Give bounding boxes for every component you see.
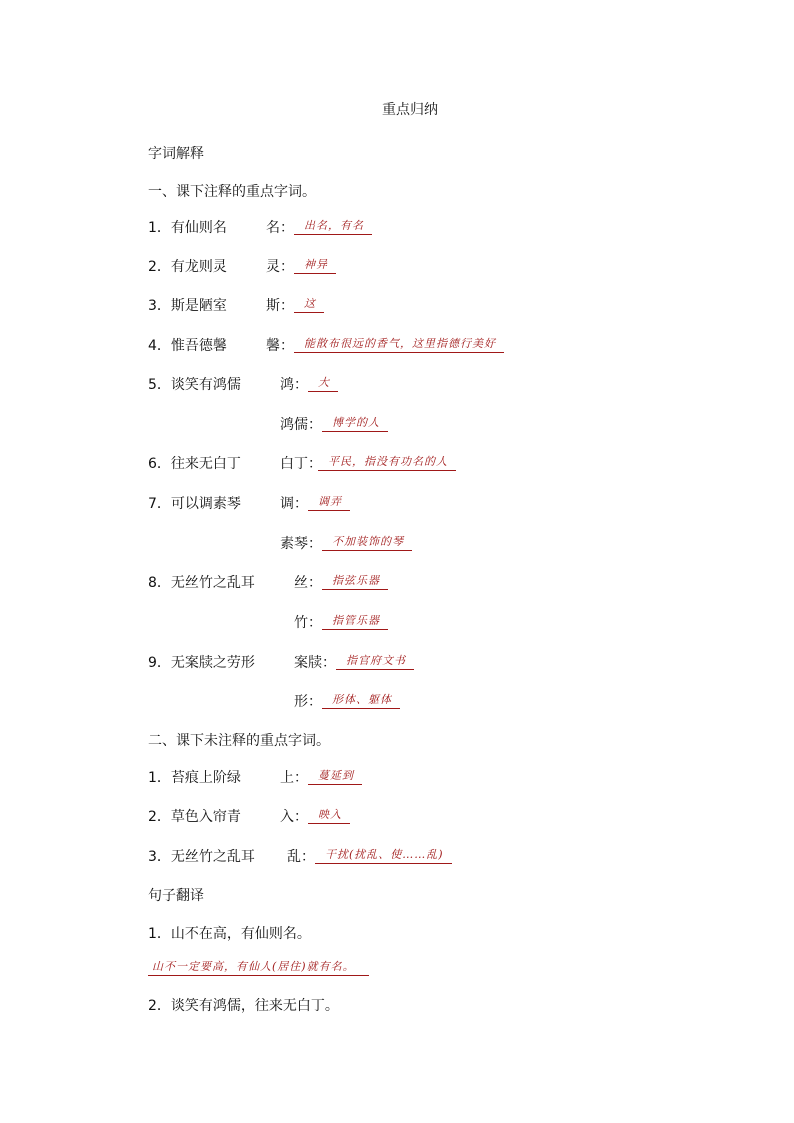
term-label: 入： <box>280 809 308 825</box>
answer-text: 大 <box>308 376 338 392</box>
answer-text: 能散布很远的香气，这里指德行美好 <box>294 337 504 353</box>
section-heading-sentences: 句子翻译 <box>148 888 204 904</box>
list-item-label: 4．惟吾德馨 <box>148 338 227 354</box>
part2-heading: 二、课下未注释的重点字词。 <box>148 733 330 749</box>
answer-text: 形体、躯体 <box>322 693 400 709</box>
answer-text: 映入 <box>308 808 350 824</box>
page-title: 重点归纳 <box>382 102 438 118</box>
term-label: 馨： <box>266 338 294 354</box>
answer-text: 干扰(扰乱、使……乱) <box>315 848 452 864</box>
answer-text: 神异 <box>294 258 336 274</box>
term-label: 白丁： <box>280 456 322 472</box>
list-item-label: 1．有仙则名 <box>148 220 227 236</box>
term-label: 鸿儒： <box>280 417 322 433</box>
term-label: 形： <box>294 694 322 710</box>
list-item-label: 2．有龙则灵 <box>148 259 227 275</box>
list-item-label: 1．苔痕上阶绿 <box>148 770 241 786</box>
answer-text: 指弦乐器 <box>322 574 388 590</box>
sentence-answer: 山不一定要高，有仙人(居住)就有名。 <box>148 960 369 976</box>
term-label: 乱： <box>287 849 315 865</box>
sentence-text: 2．谈笑有鸿儒，往来无白丁。 <box>148 998 339 1014</box>
term-label: 名： <box>266 220 294 236</box>
list-item-label: 9．无案牍之劳形 <box>148 655 255 671</box>
list-item-label: 7．可以调素琴 <box>148 496 241 512</box>
term-label: 调： <box>280 496 308 512</box>
term-label: 丝： <box>294 575 322 591</box>
answer-text: 这 <box>294 297 324 313</box>
answer-text: 平民，指没有功名的人 <box>318 455 456 471</box>
list-item-label: 3．斯是陋室 <box>148 298 227 314</box>
list-item-label: 3．无丝竹之乱耳 <box>148 849 255 865</box>
sentence-text: 1．山不在高，有仙则名。 <box>148 926 311 942</box>
term-label: 案牍： <box>294 655 336 671</box>
answer-text: 蔓延到 <box>308 769 362 785</box>
answer-text: 调弄 <box>308 495 350 511</box>
part1-heading: 一、课下注释的重点字词。 <box>148 184 316 200</box>
list-item-label: 6．往来无白丁 <box>148 456 241 472</box>
list-item-label: 5．谈笑有鸿儒 <box>148 377 241 393</box>
answer-text: 指管乐器 <box>322 614 388 630</box>
answer-text: 出名，有名 <box>294 219 372 235</box>
term-label: 鸿： <box>280 377 308 393</box>
list-item-label: 8．无丝竹之乱耳 <box>148 575 255 591</box>
term-label: 斯： <box>266 298 294 314</box>
term-label: 素琴： <box>280 536 322 552</box>
answer-text: 不加装饰的琴 <box>322 535 412 551</box>
answer-text: 指官府文书 <box>336 654 414 670</box>
term-label: 灵： <box>266 259 294 275</box>
term-label: 竹： <box>294 615 322 631</box>
section-heading-words: 字词解释 <box>148 146 204 162</box>
list-item-label: 2．草色入帘青 <box>148 809 241 825</box>
answer-text: 博学的人 <box>322 416 388 432</box>
term-label: 上： <box>280 770 308 786</box>
